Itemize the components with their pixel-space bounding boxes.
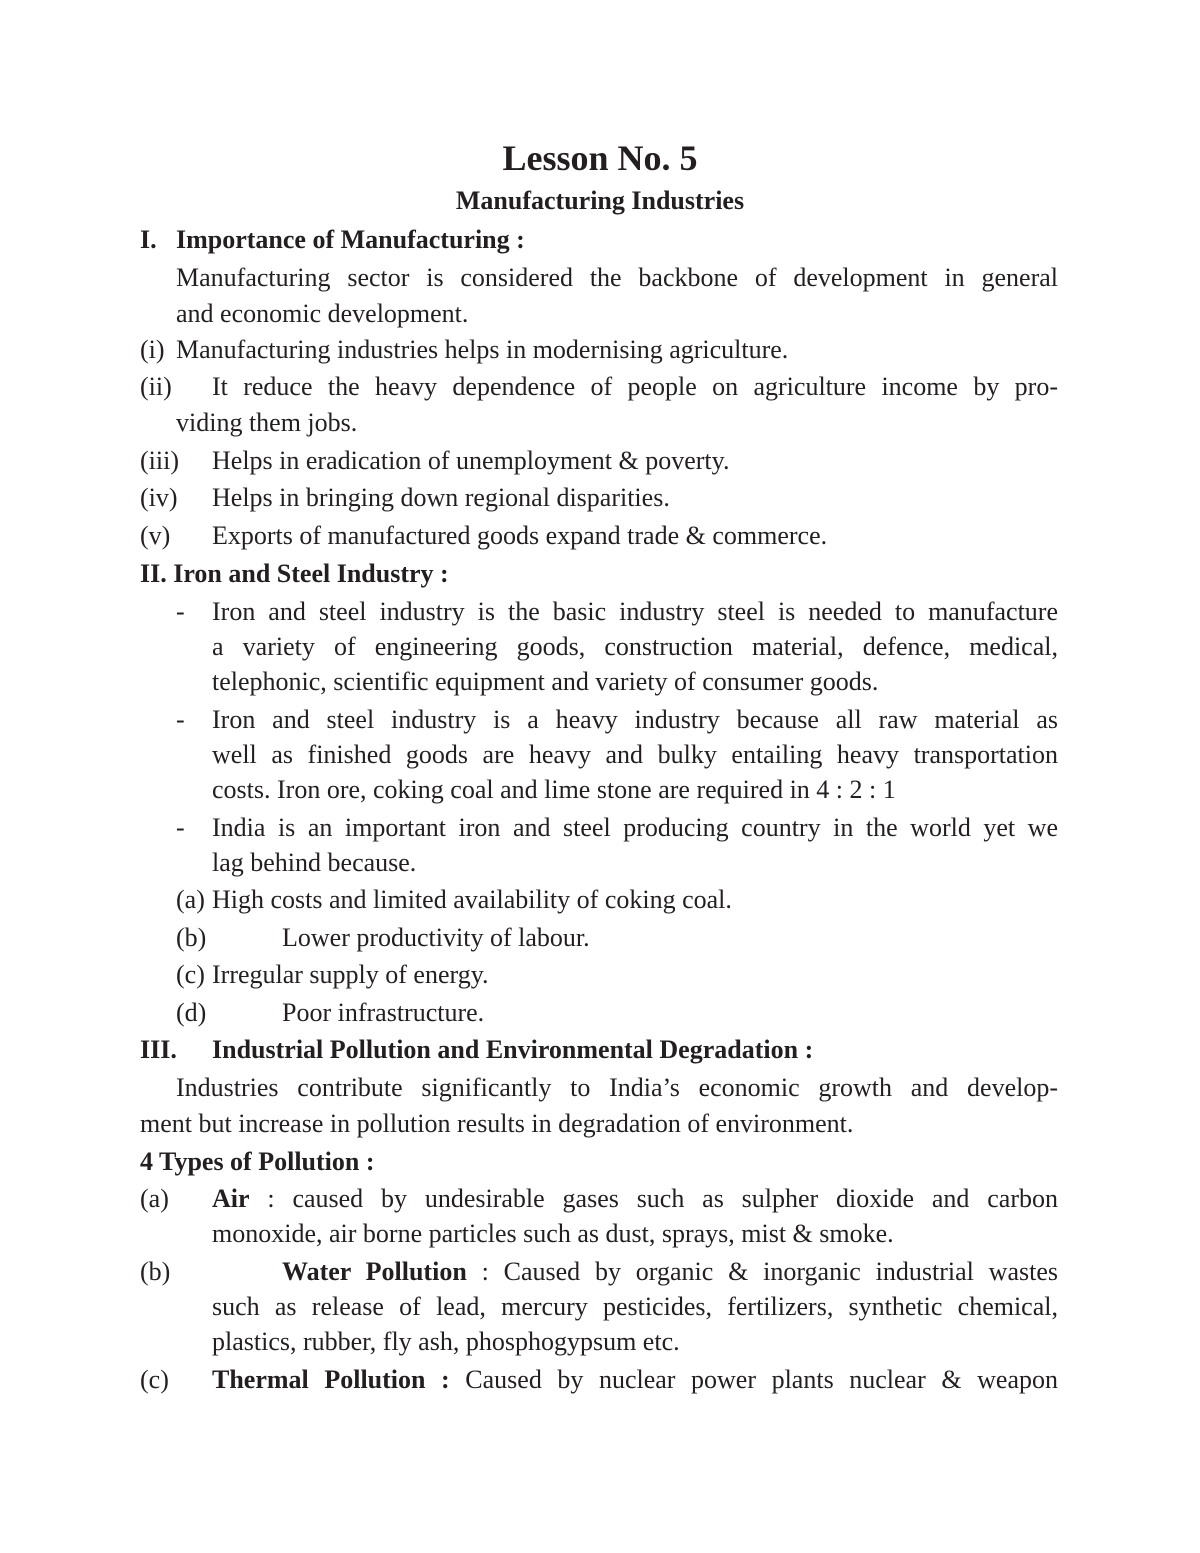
section-3-intro-line-2: ment but increase in pollution results in degradation of environment. bbox=[140, 1109, 854, 1138]
list-item-text: Helps in eradication of unemployment & poverty. bbox=[212, 446, 730, 475]
bullet-text: Iron and steel industry is a heavy industry because all raw material as bbox=[212, 705, 1058, 734]
section-3-intro-line-1: Industries contribute significantly to India’s economic growth and develop- bbox=[176, 1073, 1058, 1102]
reason-text: Poor infrastructure. bbox=[282, 998, 485, 1027]
pollution-type-marker: (a) bbox=[140, 1184, 169, 1213]
reason-text: High costs and limited availability of coking coal. bbox=[212, 885, 732, 914]
list-item-marker: (iii) bbox=[140, 446, 179, 475]
bullet-text: lag behind because. bbox=[212, 848, 417, 877]
list-item-text: Exports of manufactured goods expand trade & commerce. bbox=[212, 521, 828, 550]
bullet-text: well as finished goods are heavy and bulky entailing heavy transportation bbox=[212, 740, 1058, 769]
bullet-text: a variety of engineering goods, construction material, defence, medical, bbox=[212, 632, 1058, 661]
pollution-type-text: : Caused by organic & inorganic industrial wastes bbox=[466, 1257, 1058, 1286]
pollution-type-text-continued: monoxide, air borne particles such as dust, sprays, mist & smoke. bbox=[212, 1219, 894, 1248]
pollution-type-label: Thermal Pollution : bbox=[212, 1365, 450, 1394]
list-item-text-continued: viding them jobs. bbox=[176, 408, 358, 437]
list-item-marker: (v) bbox=[140, 521, 171, 550]
lesson-subtitle: Manufacturing Industries bbox=[455, 186, 745, 215]
lesson-title: Lesson No. 5 bbox=[502, 138, 698, 178]
reason-marker: (c) bbox=[176, 960, 205, 989]
pollution-type-water bbox=[282, 1254, 1058, 1290]
section-1-heading: Importance of Manufacturing : bbox=[176, 225, 525, 254]
pollution-type-text-continued: plastics, rubber, fly ash, phosphogypsum etc. bbox=[212, 1327, 680, 1356]
section-1-numeral: I. bbox=[140, 225, 157, 254]
reason-text: Lower productivity of labour. bbox=[282, 923, 590, 952]
pollution-types-heading: 4 Types of Pollution : bbox=[140, 1147, 375, 1176]
reason-marker: (b) bbox=[176, 923, 207, 952]
bullet-marker: - bbox=[176, 705, 185, 734]
pollution-type-text: : caused by undesirable gases such as sulpher dioxide and carbon bbox=[249, 1184, 1058, 1213]
list-item-marker: (iv) bbox=[140, 483, 178, 512]
bullet-text: telephonic, scientific equipment and variety of consumer goods. bbox=[212, 667, 879, 696]
bullet-text: costs. Iron ore, coking coal and lime stone are required in 4 : 2 : 1 bbox=[212, 775, 896, 804]
list-item-text: Manufacturing industries helps in modernising agriculture. bbox=[176, 335, 789, 364]
pollution-type-text-continued: such as release of lead, mercury pesticides, fertilizers, synthetic chemical, bbox=[212, 1292, 1058, 1321]
section-3-numeral: III. bbox=[140, 1035, 177, 1064]
list-item-marker: (ii) bbox=[140, 372, 172, 401]
list-item-text: Helps in bringing down regional disparities. bbox=[212, 483, 670, 512]
bullet-text: India is an important iron and steel producing country in the world yet we bbox=[212, 813, 1058, 842]
pollution-type-label: Air bbox=[212, 1184, 250, 1213]
reason-marker: (a) bbox=[176, 885, 205, 914]
section-1-intro-line-1: Manufacturing sector is considered the backbone of development in general bbox=[176, 263, 1058, 292]
pollution-type-text: Caused by nuclear power plants nuclear & weapon bbox=[449, 1365, 1058, 1394]
section-1-intro-line-2: and economic development. bbox=[176, 299, 469, 328]
bullet-marker: - bbox=[176, 813, 185, 842]
reason-text: Irregular supply of energy. bbox=[212, 960, 489, 989]
reason-marker: (d) bbox=[176, 998, 207, 1027]
pollution-type-marker: (c) bbox=[140, 1365, 169, 1394]
pollution-type-thermal bbox=[212, 1362, 1058, 1398]
pollution-type-air bbox=[212, 1181, 1058, 1217]
list-item-marker: (i) bbox=[140, 335, 165, 364]
section-2-heading: II. Iron and Steel Industry : bbox=[140, 559, 449, 588]
section-3-heading: Industrial Pollution and Environmental Degradation : bbox=[212, 1035, 814, 1064]
list-item-text: It reduce the heavy dependence of people on agriculture income by pro- bbox=[212, 372, 1058, 401]
pollution-type-label: Water Pollution bbox=[282, 1257, 467, 1286]
bullet-text: Iron and steel industry is the basic industry steel is needed to manufacture bbox=[212, 597, 1058, 626]
bullet-marker: - bbox=[176, 597, 185, 626]
pollution-type-marker: (b) bbox=[140, 1257, 171, 1286]
